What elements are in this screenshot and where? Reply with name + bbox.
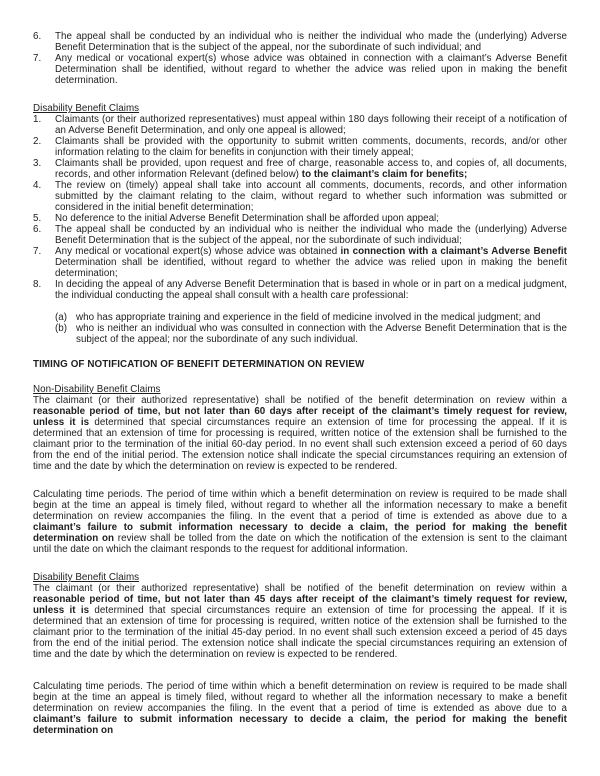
list-item-text — [55, 224, 567, 246]
text-segment: Any medical or vocational expert(s) whose advice was obtained — [55, 246, 341, 257]
text-segment: Calculating time periods. The period of time within which a benefit determination on review is required to be made shall begin at the time an appeal is timely filed, without regard to whether all the information necessary to make a benefit determination on review accompanies the filing. In the event that a period of time is extended as above due to a — [33, 681, 567, 714]
list-item-text — [55, 114, 567, 136]
paragraph — [33, 489, 567, 555]
list-item — [33, 213, 567, 224]
list-item-text — [55, 180, 567, 213]
section-heading: Disability Benefit Claims — [33, 572, 140, 583]
text-segment: The appeal shall be conducted by an individual who is neither the individual who made the (underlying) Adverse Benefit Determination that is the subject of the appeal, nor the subordinate of such individual; and — [55, 31, 567, 53]
section-gap — [33, 301, 567, 312]
text-segment: review shall be tolled from the date on which the notification of the extension is sent to the claimant until the date on which the claimant responds to the request for additional information. — [33, 533, 568, 555]
list-item-marker: 7. — [33, 53, 42, 64]
text-segment: Claimants shall be provided, upon request and free of charge, reasonable access to, and copies of, all documents, records, and other information Relevant (defined below) — [55, 158, 567, 180]
bold-text-segment: to the claimant’s claim for benefits; — [301, 169, 468, 180]
paragraph — [33, 583, 567, 660]
text-segment: The appeal shall be conducted by an individual who is neither the individual who made the (underlying) Adverse Benefit Determination that is the subject of the appeal, nor the subordinate of such individual; — [55, 224, 567, 246]
text-segment: The review on (timely) appeal shall take into account all comments, documents, records, and other information submitted by the claimant relating to the claim, without regard to whether such information was submitted or considered in the initial benefit determination; — [55, 180, 567, 213]
list-item — [33, 53, 567, 86]
list-item — [33, 136, 567, 158]
list-item-text — [55, 53, 567, 86]
text-segment: The claimant (or their authorized representative) shall be notified of the benefit determination on review within a — [33, 395, 567, 406]
text-segment: The claimant (or their authorized representative) shall be notified of the benefit determination on review within a — [33, 583, 567, 594]
list-item — [33, 279, 567, 301]
list-item-text — [55, 136, 567, 158]
text-segment: determined that special circumstances require an extension of time for processing the appeal. If it is determined that an extension of time for processing is required, written notice of the extension shall be furnished to the claimant prior to the termination of the initial 45-day period. In no event shall such extension exceed a period of 45 days from the end of the initial period. The extension notice shall indicate the special circumstances requiring an extension of time and the date by which the determination on review is expected to be rendered. — [33, 605, 567, 660]
list-item-marker: 7. — [33, 246, 42, 257]
section-gap — [33, 660, 567, 681]
list-item-marker: 3. — [33, 158, 42, 169]
section-heading: Disability Benefit Claims — [33, 103, 140, 114]
list-item — [33, 31, 567, 53]
list-item-text — [76, 312, 567, 323]
paragraph — [33, 681, 567, 736]
list-item-marker: 2. — [33, 136, 42, 147]
bold-text-segment: reasonable period of time, but not later than 60 days after receipt of the claimant’s timely request for review, unless it is — [33, 406, 567, 428]
main-heading: TIMING OF NOTIFICATION OF BENEFIT DETERMINATION ON REVIEW — [33, 359, 365, 370]
list-item — [33, 224, 567, 246]
text-segment: determined that special circumstances require an extension of time for processing the appeal. If it is determined that an extension of time for processing is required, written notice of the extension shall be furnished to the claimant prior to the termination of the initial 60-day period. In no event shall such extension exceed a period of 60 days from the end of the initial period. The extension notice shall indicate the special circumstances requiring an extension of time and the date by which the determination on review is expected to be rendered. — [33, 417, 567, 472]
list-item-text — [76, 323, 567, 345]
list-item-text — [55, 279, 567, 301]
bold-text-segment: claimant’s failure to submit information necessary to decide a claim, the period for making the benefit determination on — [33, 522, 567, 544]
list-item — [33, 158, 567, 180]
text-segment: Claimants shall be provided with the opportunity to submit written comments, documents, records, and/or other information relating to the claim for benefits in conjunction with their timely appeal; — [55, 136, 567, 158]
bold-text-segment: in connection with a claimant’s Adverse Benefit — [340, 246, 567, 257]
list-item-marker: (a) — [55, 312, 68, 323]
sub-list-item — [33, 312, 567, 323]
text-segment: who has appropriate training and experience in the field of medicine involved in the medical judgment; and — [76, 312, 541, 323]
text-segment: No deference to the initial Adverse Benefit Determination shall be afforded upon appeal; — [55, 213, 440, 224]
text-segment: Calculating time periods. The period of time within which a benefit determination on review is required to be made shall begin at the time an appeal is timely filed, without regard to whether all the information necessary to make a benefit determination on review accompanies the filing. In the event that a period of time is extended as above due to a — [33, 489, 567, 522]
document-body — [33, 31, 567, 736]
text-segment: who is neither an individual who was consulted in connection with the Adverse Benefit Determination that is the subject of the appeal; nor the subordinate of any such individual. — [76, 323, 567, 345]
list-item-marker: 4. — [33, 180, 42, 191]
list-item-text — [55, 213, 567, 224]
list-item — [33, 246, 567, 279]
text-segment: Determination shall be identified, without regard to whether the advice was relied upon in making the benefit determination; — [55, 257, 567, 279]
list-item — [33, 114, 567, 136]
list-item — [33, 180, 567, 213]
text-segment: In deciding the appeal of any Adverse Benefit Determination that is based in whole or in part on a medical judgment, the individual conducting the appeal shall consult with a health care professional: — [55, 279, 567, 301]
list-item-text — [55, 246, 567, 279]
section-gap — [33, 86, 567, 103]
list-item-text — [55, 31, 567, 53]
section-gap — [33, 472, 567, 489]
section-gap — [33, 345, 567, 359]
paragraph — [33, 395, 567, 472]
text-segment: Any medical or vocational expert(s) whose advice was obtained in connection with a claimant’s Adverse Benefit Determination shall be identified, without regard to whether the advice was relied upon in making the benefit determination. — [55, 53, 567, 86]
bold-text-segment: claimant’s failure to submit information necessary to decide a claim, the period for making the benefit determination on — [33, 714, 567, 736]
list-item-marker: (b) — [55, 323, 68, 334]
sub-list-item — [33, 323, 567, 345]
section-gap — [33, 555, 567, 572]
list-item-marker: 5. — [33, 213, 42, 224]
list-item-marker: 8. — [33, 279, 42, 290]
section-heading: Non-Disability Benefit Claims — [33, 384, 161, 395]
list-item-marker: 1. — [33, 114, 42, 125]
bold-text-segment: reasonable period of time, but not later than 45 days after receipt of the claimant’s timely request for review, unless it is — [33, 594, 567, 616]
list-item-text — [55, 158, 567, 180]
text-segment: Claimants (or their authorized representatives) must appeal within 180 days following their receipt of a notification of an Adverse Benefit Determination, and only one appeal is allowed; — [55, 114, 567, 136]
list-item-marker: 6. — [33, 31, 42, 42]
section-gap — [33, 370, 567, 384]
list-item-marker: 6. — [33, 224, 42, 235]
